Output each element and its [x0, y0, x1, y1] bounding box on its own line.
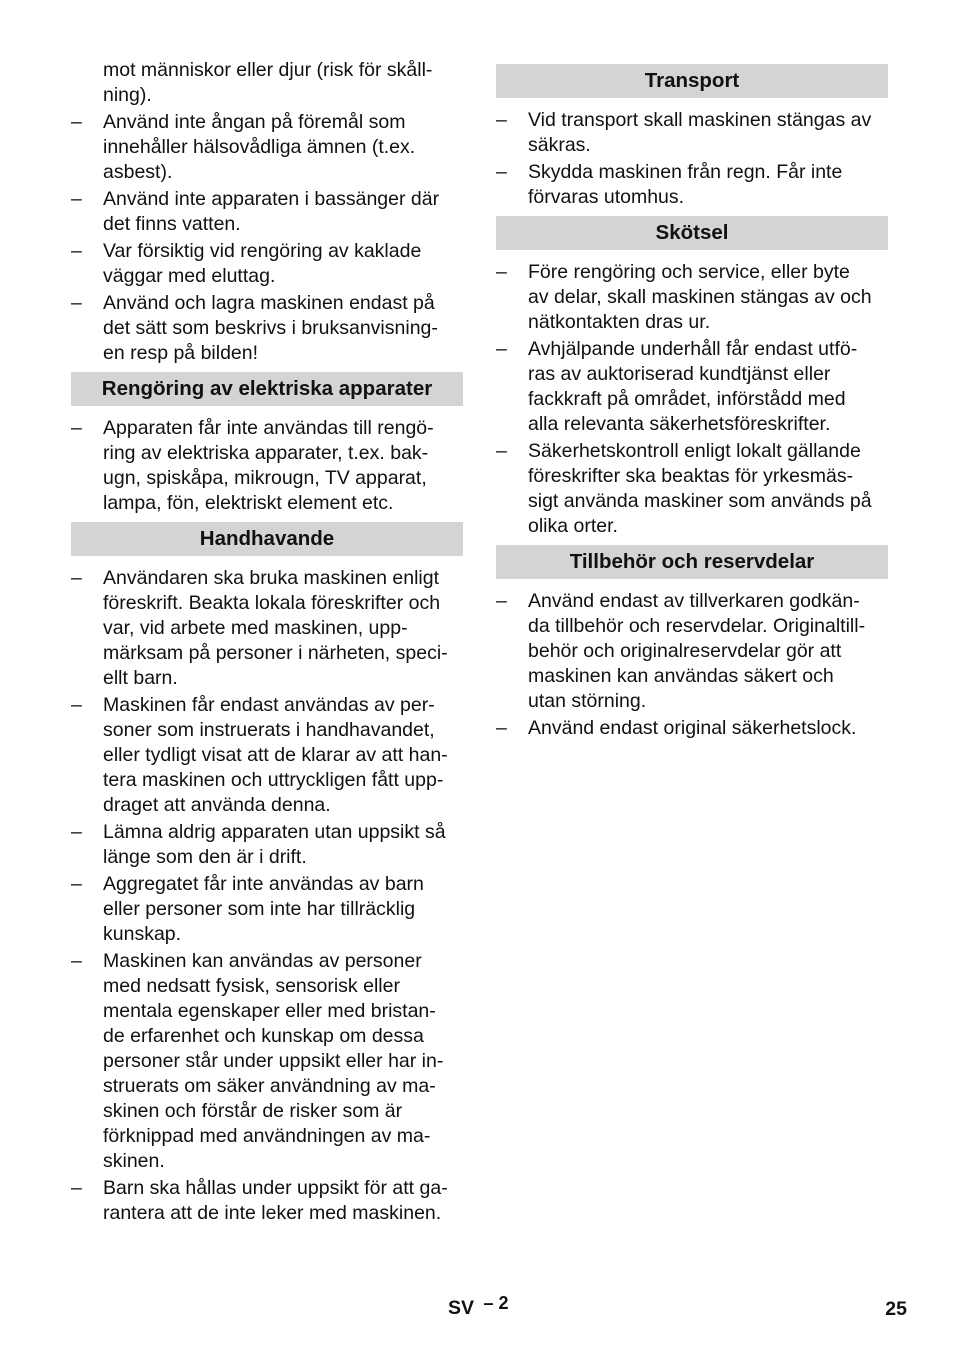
dash-bullet: – [71, 873, 82, 895]
dash-bullet: – [71, 188, 82, 210]
bullet-list [71, 110, 463, 366]
language-code: SV [448, 1297, 475, 1319]
bullet-list [71, 566, 463, 1226]
list-item [71, 949, 463, 1174]
section-heading: Skötsel [496, 216, 888, 250]
bullet-list [71, 416, 463, 516]
list-item-text: Säkerhetskontroll enligt lokalt gällande föreskrifter ska beaktas för yrkesmäs- sigt använda maskiner som används på olika orter. [528, 440, 872, 537]
bullet-list [496, 589, 888, 741]
dash-bullet: – [71, 821, 82, 843]
section-marker: – 2 [483, 1293, 509, 1313]
dash-bullet: – [71, 1177, 82, 1199]
list-item-text: Vid transport skall maskinen stängas av säkras. [528, 109, 872, 156]
dash-bullet: – [71, 950, 82, 972]
bullet-list [496, 108, 888, 210]
list-item [71, 187, 463, 237]
list-item-text: Använd endast av tillverkaren godkän- da tillbehör och reservdelar. Originaltill- behör och originalreservdelar gör att maskinen kan användas säkert och utan störning. [528, 590, 866, 712]
footer-language [448, 1293, 509, 1320]
list-item [496, 589, 888, 714]
list-item [71, 820, 463, 870]
dash-bullet: – [71, 694, 82, 716]
dash-bullet: – [71, 567, 82, 589]
list-item [496, 108, 888, 158]
list-item [71, 291, 463, 366]
bullet-list [496, 260, 888, 539]
list-item [71, 566, 463, 691]
right-column [496, 64, 888, 743]
dash-bullet: – [496, 261, 507, 283]
dash-bullet: – [71, 292, 82, 314]
list-item [71, 872, 463, 947]
list-item-text: Använd inte ångan på föremål som innehåller hälsovådliga ämnen (t.ex. asbest). [103, 111, 416, 183]
list-item [496, 337, 888, 437]
dash-bullet: – [496, 717, 507, 739]
list-item-text: Apparaten får inte användas till rengö- ring av elektriska apparater, t.ex. bak- ugn, spiskåpa, mikrougn, TV apparat, lampa, fön, elektriskt element etc. [103, 417, 434, 514]
section-heading: Transport [496, 64, 888, 98]
dash-bullet: – [496, 161, 507, 183]
list-item [496, 439, 888, 539]
section-heading: Handhavande [71, 522, 463, 556]
list-item-text: Var försiktig vid rengöring av kaklade väggar med eluttag. [103, 240, 422, 287]
dash-bullet: – [71, 111, 82, 133]
dash-bullet: – [496, 338, 507, 360]
list-item [71, 1176, 463, 1226]
list-item [71, 110, 463, 185]
list-item-text: Maskinen får endast användas av per- soner som instruerats i handhavandet, eller tydligt visat att de klarar av att han- tera maskinen och uttryckligen fått upp- draget att använda denna. [103, 694, 448, 816]
list-item [71, 239, 463, 289]
list-item [496, 260, 888, 335]
list-item-text: Använd inte apparaten i bassänger där det finns vatten. [103, 188, 440, 235]
list-item-text: Aggregatet får inte användas av barn eller personer som inte har tillräcklig kunskap. [103, 873, 424, 945]
list-item-text: Använd och lagra maskinen endast på det sätt som beskrivs i bruksanvisning- en resp på bilden! [103, 292, 438, 364]
left-column [71, 58, 463, 1228]
continuation-text: mot människor eller djur (risk för skåll- ning). [103, 59, 433, 106]
list-item [496, 160, 888, 210]
dash-bullet: – [71, 240, 82, 262]
dash-bullet: – [71, 417, 82, 439]
list-item-text: Avhjälpande underhåll får endast utfö- ras av auktoriserad kundtjänst eller fackkraft på området, införstådd med alla relevanta säkerhetsföreskrifter. [528, 338, 858, 435]
list-item-text: Använd endast original säkerhetslock. [528, 717, 857, 739]
list-item-text: Maskinen kan användas av personer med nedsatt fysisk, sensorisk eller mentala egenskaper eller med bristan- de erfarenhet och kunskap om dessa personer står under uppsikt eller har in- struerats om säker användning av ma- skinen och förstår de risker som är förknippad med användningen av ma- skinen. [103, 950, 444, 1172]
dash-bullet: – [496, 590, 507, 612]
dash-bullet: – [496, 440, 507, 462]
list-item-text: Användaren ska bruka maskinen enligt föreskrift. Beakta lokala föreskrifter och var, vid arbete med maskinen, upp- märksam på personer i närheten, speci- ellt barn. [103, 567, 448, 689]
list-item [71, 416, 463, 516]
list-item [496, 716, 888, 741]
list-item-text: Lämna aldrig apparaten utan uppsikt så länge som den är i drift. [103, 821, 446, 868]
dash-bullet: – [496, 109, 507, 131]
list-item [71, 693, 463, 818]
list-item-text: Före rengöring och service, eller byte av delar, skall maskinen stängas av och nätkontakten dras ur. [528, 261, 872, 333]
list-item-text: Skydda maskinen från regn. Får inte förvaras utomhus. [528, 161, 843, 208]
section-heading: Tillbehör och reservdelar [496, 545, 888, 579]
page-number: 25 [885, 1298, 907, 1320]
list-item-text: Barn ska hållas under uppsikt för att ga- rantera att de inte leker med maskinen. [103, 1177, 448, 1224]
section-heading: Rengöring av elektriska apparater [71, 372, 463, 406]
